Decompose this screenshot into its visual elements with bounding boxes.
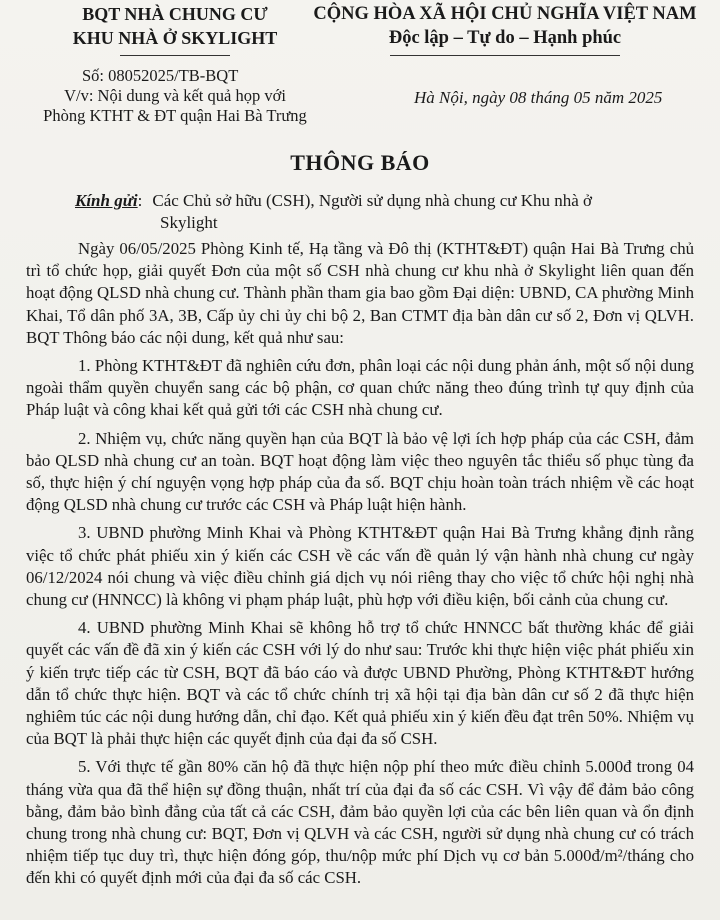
intro-paragraph: Ngày 06/05/2025 Phòng Kinh tế, Hạ tầng và Đô thị (KTHT&ĐT) quận Hai Bà Trưng chủ trì tổ chức họp, giải quyết Đơn của một số CSH nhà chung cư khu nhà ở Skylight liên quan đến hoạt động QLSD nhà chung cư. Thành phần tham gia bao gồm Đại diện: UBND, CA phường Minh Khai, Tổ dân phố 3A, 3B, Cấp ủy chi ủy chi bộ 2, Ban CTMT địa bàn dân cư số 2, Đơn vị QLVH. BQT Thông báo các nội dung, kết quả như sau: (26, 239, 694, 347)
document-title: THÔNG BÁO (290, 150, 430, 175)
item-1: 1. Phòng KTHT&ĐT đã nghiên cứu đơn, phân loại các nội dung phản ánh, một số nội dung ngoài thẩm quyền chuyển sang các bộ phận, cơ quan chức năng theo đúng trình tự quy định của Pháp luật và công khai kết quả gửi tới các CSH nhà chung cư. (26, 356, 694, 420)
item-4: 4. UBND phường Minh Khai sẽ không hỗ trợ tổ chức HNNCC bất thường khác để giải quyết các vấn đề đã xin ý kiến các CSH với lý do như sau: Trước khi thực hiện việc phát phiếu xin ý kiến trực tiếp các từ CSH, BQT đã báo cáo và được UBND Phường, Phòng KTHT&ĐT hướng dẫn tổ chức thực hiện. BQT và các tổ chức chính trị xã hội tại địa bàn dân cư số 2 đã thực hiện nghiêm túc các nội dung hướng dẫn, chỉ đạo. Kết quả phiếu xin ý kiến đều đạt trên 50%. Nhiệm vụ của BQT là phải thực hiện các quyết định của đại đa số CSH. (26, 618, 694, 749)
addressee-text-line1: Các Chủ sở hữu (CSH), Người sử dụng nhà chung cư Khu nhà ở (152, 191, 593, 210)
subject-line1: V/v: Nội dung và kết quả họp với (64, 86, 286, 105)
nation-motto: Độc lập – Tự do – Hạnh phúc (388, 28, 622, 48)
item-2: 2. Nhiệm vụ, chức năng quyền hạn của BQT là bảo vệ lợi ích hợp pháp của các CSH, đảm bảo QLSD nhà chung cư an toàn. BQT hoạt động làm việc theo nguyên tắc thiểu số phục tùng đa số, thực hiện ý chí nguyện vọng hợp pháp của đa số. BQT chịu hoàn toàn trách nhiệm về các hoạt động QLSD nhà chung cư trước các CSH và Pháp luật hiện hành. (26, 428, 694, 515)
subject-block (40, 86, 310, 126)
motto-underline (390, 55, 620, 56)
addressee-text-line2: Skylight (160, 213, 218, 232)
issuer-line2: KHU NHÀ Ở SKYLIGHT (72, 28, 278, 48)
item-5: 5. Với thực tế gần 80% căn hộ đã thực hiện nộp phí theo mức điều chỉnh 5.000đ trong 04 tháng vừa qua đã thể hiện sự đồng thuận, nhất trí của đại đa số các CSH. Vì vậy để đảm bảo công bằng, đảm bảo bình đẳng của tất cả các CSH, đảm bảo quyền lợi của các bên liên quan và ổn định chung trong nhà chung cư: BQT, Đơn vị QLVH và các CSH, người sử dụng nhà chung cư có trách nhiệm tiếp tục duy trì, thực hiện đóng góp, thu/nộp mức phí Dịch vụ cơ bản 5.000đ/m²/tháng cho đến khi có quyết định mới của đại đa số các CSH. (26, 757, 694, 888)
item-3: 3. UBND phường Minh Khai và Phòng KTHT&ĐT quận Hai Bà Trưng khẳng định rằng việc tổ chức phát phiếu xin ý kiến các CSH về các vấn đề quản lý vận hành nhà chung cư ngày 06/12/2024 nói chung và việc điều chỉnh giá dịch vụ nói riêng thay cho việc tổ chức hội nghị nhà chung cư (HNNCC) là không vi phạm pháp luật, phù hợp với điều kiện, bối cảnh của chung cư. (26, 523, 694, 610)
subject-line2: Phòng KTHT & ĐT quận Hai Bà Trưng (43, 106, 307, 125)
addressee-colon: : (137, 191, 143, 210)
national-header (300, 2, 710, 56)
addressee-label: Kính gửi (75, 191, 138, 210)
nation-name: CỘNG HÒA XÃ HỘI CHỦ NGHĨA VIỆT NAM (313, 4, 697, 24)
issuer-line1: BQT NHÀ CHUNG CƯ (82, 4, 268, 24)
issuer-block (40, 2, 310, 56)
document-body (26, 238, 694, 894)
document-number: Số: 08052025/TB-BQT (82, 66, 239, 85)
addressee-block (75, 190, 690, 234)
place-date: Hà Nội, ngày 08 tháng 05 năm 2025 (414, 88, 663, 107)
issuer-underline (120, 55, 230, 56)
